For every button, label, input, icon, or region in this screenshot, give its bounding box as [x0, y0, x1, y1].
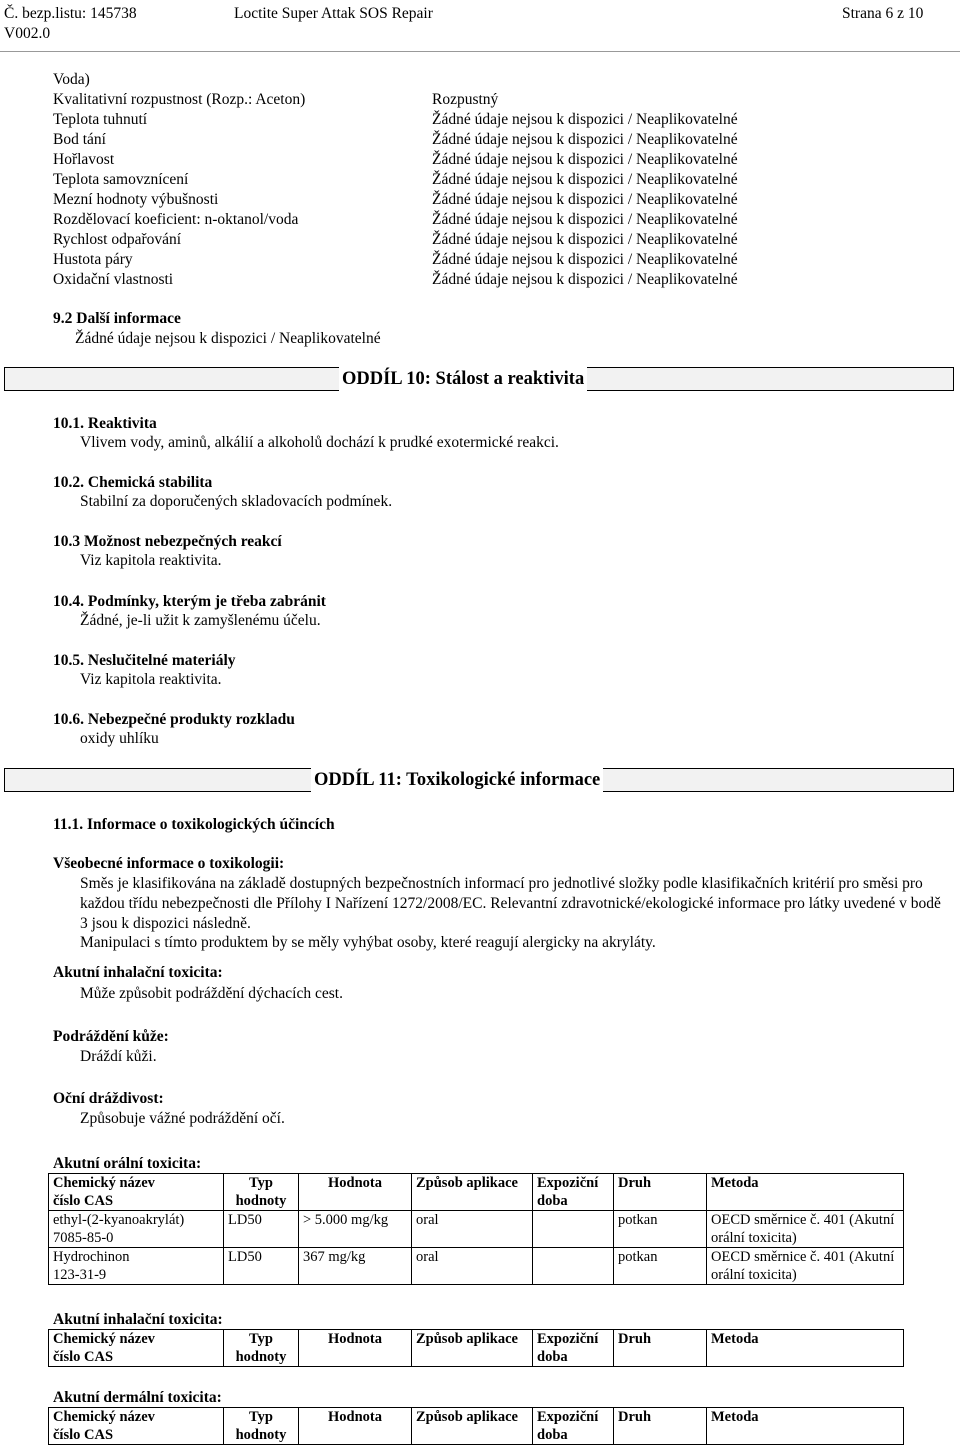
- general-tox-text: Směs je klasifikována na základě dostupných bezpečnostních informací pro jednotlivé složky podle klasifikačních kritérií pro směsi pro každou třídu nebezpečnosti dle Přílohy I Nařízení 1272/2008/EC. Relevantní zdravotnické/ekologické informace pro látky uvedené v bodě 3 jsou k dispozici následně.: [80, 875, 941, 932]
- cell-value: > 5.000 mg/kg: [299, 1211, 412, 1248]
- eye-irritation-text: Způsobuje vážné podráždění očí.: [80, 1110, 285, 1127]
- eye-irritation-title: Oční dráždivost:: [53, 1090, 164, 1107]
- stability-text: Stabilní za doporučených skladovacích podmínek.: [80, 493, 393, 510]
- acute-inhalation-title: Akutní inhalační toxicita:: [53, 964, 223, 981]
- property-value: Žádné údaje nejsou k dispozici / Neaplikovatelné: [432, 231, 738, 248]
- col-name: Chemický název: [53, 1175, 155, 1191]
- acute-dermal-table-title: Akutní dermální toxicita:: [53, 1389, 222, 1406]
- property-label: Bod tání: [53, 131, 106, 148]
- property-value: Žádné údaje nejsou k dispozici / Neaplikovatelné: [432, 111, 738, 128]
- stability-title: 10.2. Chemická stabilita: [53, 474, 213, 491]
- property-value: Žádné údaje nejsou k dispozici / Neaplikovatelné: [432, 171, 738, 188]
- cell-type: LD50: [224, 1211, 299, 1248]
- property-label: Oxidační vlastnosti: [53, 271, 174, 288]
- cell-method: OECD směrnice č. 401 (Akutní: [711, 1212, 895, 1228]
- property-value: Žádné údaje nejsou k dispozici / Neaplikovatelné: [432, 131, 738, 148]
- col-exposure: Expoziční: [537, 1331, 599, 1347]
- property-label: Hořlavost: [53, 151, 115, 168]
- section-9-2-text: Žádné údaje nejsou k dispozici / Neaplikovatelné: [75, 330, 381, 347]
- conditions-avoid-text: Žádné, je-li užit k zamyšlenému účelu.: [80, 612, 321, 629]
- decomposition-title: 10.6. Nebezpečné produkty rozkladu: [53, 711, 295, 728]
- skin-irritation-text: Dráždí kůži.: [80, 1048, 157, 1065]
- table-header-row: [49, 1174, 904, 1211]
- section-11-banner: [4, 768, 954, 792]
- general-tox-title: Všeobecné informace o toxikologii:: [53, 855, 285, 872]
- col-value: Hodnota: [299, 1174, 412, 1211]
- col-method: Metoda: [707, 1174, 904, 1211]
- props-continued: Voda): [53, 71, 90, 88]
- product-name: Loctite Super Attak SOS Repair: [234, 5, 433, 22]
- col-name: Chemický název: [53, 1331, 155, 1347]
- col-exposure: Expoziční: [537, 1175, 599, 1191]
- section-9-2-title: 9.2 Další informace: [53, 310, 181, 327]
- property-label: Rozdělovací koeficient: n-oktanol/voda: [53, 211, 299, 228]
- cell-species: potkan: [614, 1211, 707, 1248]
- col-type-2: hodnoty: [235, 1349, 287, 1365]
- decomposition-text: oxidy uhlíku: [80, 730, 159, 747]
- acute-inhalation-text: Může způsobit podráždění dýchacích cest.: [80, 985, 343, 1002]
- col-species: Druh: [614, 1174, 707, 1211]
- property-values: [432, 90, 738, 290]
- version: V002.0: [4, 25, 51, 42]
- property-value: Žádné údaje nejsou k dispozici / Neaplikovatelné: [432, 191, 738, 208]
- col-method: Metoda: [707, 1408, 904, 1445]
- table-header-row: [49, 1330, 904, 1367]
- col-name: Chemický název: [53, 1409, 155, 1425]
- hazardous-reactions-text: Viz kapitola reaktivita.: [80, 552, 222, 569]
- col-value: Hodnota: [299, 1330, 412, 1367]
- cell-method: OECD směrnice č. 401 (Akutní: [711, 1249, 895, 1265]
- cell-exposure: [533, 1248, 614, 1285]
- property-value: Žádné údaje nejsou k dispozici / Neaplikovatelné: [432, 211, 738, 228]
- col-type: Typ: [249, 1175, 273, 1191]
- cell-exposure: [533, 1211, 614, 1248]
- col-route: Způsob aplikace: [412, 1408, 533, 1445]
- cell-method-2: orální toxicita): [711, 1230, 797, 1246]
- section-11-title: ODDÍL 11: Toxikologické informace: [311, 768, 603, 792]
- table-row: [49, 1211, 904, 1248]
- property-label: Mezní hodnoty výbušnosti: [53, 191, 219, 208]
- skin-irritation-title: Podráždění kůže:: [53, 1028, 169, 1045]
- cell-name: ethyl-(2-kyanoakrylát): [53, 1212, 185, 1228]
- cell-name: Hydrochinon: [53, 1249, 130, 1265]
- col-cas: číslo CAS: [53, 1193, 114, 1209]
- acute-inhal-table-title: Akutní inhalační toxicita:: [53, 1311, 223, 1328]
- col-exposure-2: doba: [537, 1349, 568, 1365]
- col-exposure-2: doba: [537, 1427, 568, 1443]
- property-value: Žádné údaje nejsou k dispozici / Neaplikovatelné: [432, 151, 738, 168]
- cell-type: LD50: [224, 1248, 299, 1285]
- acute-dermal-table: [48, 1407, 904, 1445]
- general-tox-text-2: Manipulaci s tímto produktem by se měly vyhýbat osoby, které reagují alergicky na akryláty.: [80, 934, 656, 951]
- reactivity-text: Vlivem vody, aminů, alkálií a alkoholů dochází k prudké exotermické reakci.: [80, 434, 559, 451]
- col-exposure-2: doba: [537, 1193, 568, 1209]
- conditions-avoid-title: 10.4. Podmínky, kterým je třeba zabránit: [53, 593, 326, 610]
- property-label: Hustota páry: [53, 251, 133, 268]
- page-number: Strana 6 z 10: [842, 5, 924, 22]
- property-label: Teplota samovznícení: [53, 171, 189, 188]
- sheet-number: Č. bezp.listu: 145738: [4, 5, 137, 22]
- property-label: Kvalitativní rozpustnost (Rozp.: Aceton): [53, 91, 306, 108]
- acute-oral-title: Akutní orální toxicita:: [53, 1155, 202, 1172]
- cell-cas: 7085-85-0: [53, 1230, 114, 1246]
- property-labels: [53, 90, 305, 290]
- col-cas: číslo CAS: [53, 1427, 114, 1443]
- col-cas: číslo CAS: [53, 1349, 114, 1365]
- property-value: Rozpustný: [432, 91, 499, 108]
- acute-inhal-table: [48, 1329, 904, 1367]
- col-species: Druh: [614, 1330, 707, 1367]
- col-species: Druh: [614, 1408, 707, 1445]
- col-method: Metoda: [707, 1330, 904, 1367]
- col-value: Hodnota: [299, 1408, 412, 1445]
- cell-route: oral: [412, 1248, 533, 1285]
- cell-route: oral: [412, 1211, 533, 1248]
- property-value: Žádné údaje nejsou k dispozici / Neaplikovatelné: [432, 271, 738, 288]
- header-divider: [0, 51, 960, 52]
- table-row: [49, 1248, 904, 1285]
- cell-value: 367 mg/kg: [299, 1248, 412, 1285]
- section-10-title: ODDÍL 10: Stálost a reaktivita: [339, 367, 587, 391]
- cell-species: potkan: [614, 1248, 707, 1285]
- cell-cas: 123-31-9: [53, 1267, 107, 1283]
- col-type: Typ: [249, 1409, 273, 1425]
- col-exposure: Expoziční: [537, 1409, 599, 1425]
- col-type: Typ: [249, 1331, 273, 1347]
- reactivity-title: 10.1. Reaktivita: [53, 415, 157, 432]
- col-type-2: hodnoty: [235, 1193, 287, 1209]
- property-label: Rychlost odpařování: [53, 231, 182, 248]
- acute-oral-table: [48, 1173, 904, 1285]
- hazardous-reactions-title: 10.3 Možnost nebezpečných reakcí: [53, 533, 282, 550]
- property-label: Teplota tuhnutí: [53, 111, 148, 128]
- col-route: Způsob aplikace: [412, 1174, 533, 1211]
- section-11-1-title: 11.1. Informace o toxikologických účincích: [53, 816, 335, 833]
- incompatible-title: 10.5. Neslučitelné materiály: [53, 652, 236, 669]
- table-header-row: [49, 1408, 904, 1445]
- col-type-2: hodnoty: [235, 1427, 287, 1443]
- cell-method-2: orální toxicita): [711, 1267, 797, 1283]
- section-10-banner: [4, 367, 954, 391]
- property-value: Žádné údaje nejsou k dispozici / Neaplikovatelné: [432, 251, 738, 268]
- col-route: Způsob aplikace: [412, 1330, 533, 1367]
- incompatible-text: Viz kapitola reaktivita.: [80, 671, 222, 688]
